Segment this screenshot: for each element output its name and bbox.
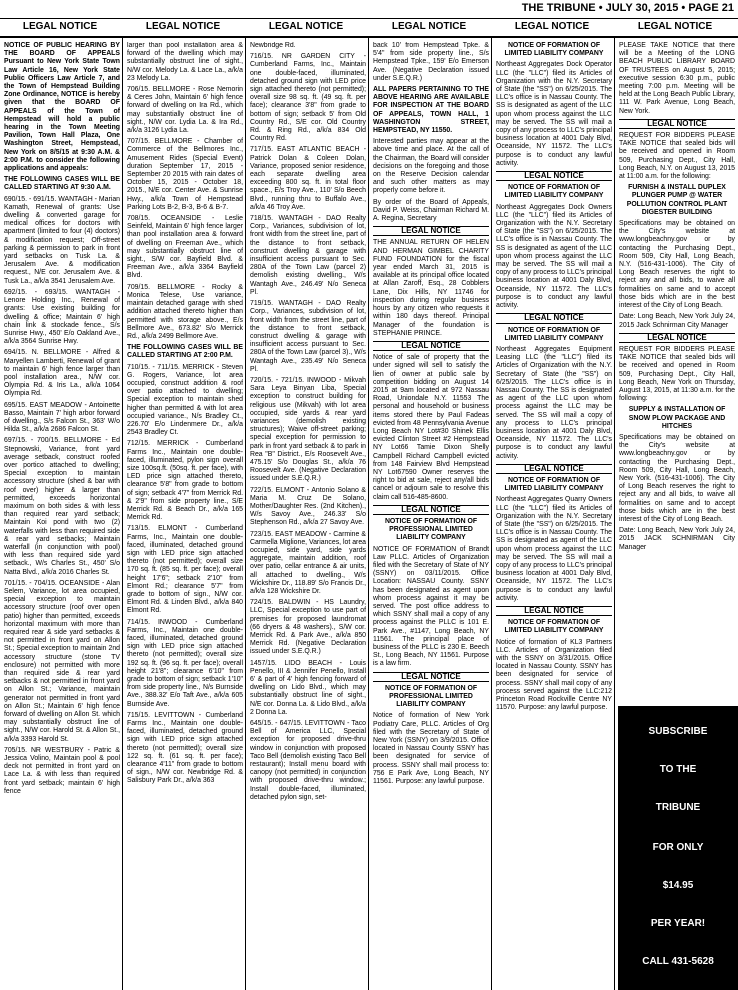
column-divider [614, 38, 615, 990]
section-label: LEGAL NOTICE [391, 21, 467, 32]
notice-column-3 [250, 42, 366, 986]
notice-body: REQUEST FOR BIDDERS PLEASE TAKE NOTICE that sealed bids will be received and opened in Room 509, Purchasing Dept., City Hall, Long Beach, N.Y. on August 13, 2015 at 11:00 a.m. for the following: [619, 132, 735, 181]
column-divider [368, 38, 369, 990]
notice-body: NOTICE OF FORMATION of Brandt Law PLLC. Articles of Organization filed with the Secretary of State of NY (SSNY) on 03/11/2015. Office Location: NASSAU County. SSNY has been designated as agent upon whom process against it may be served. The post office address to which SSNY shall mail a copy of any process against the PLLC is 101 E. Park Ave., #1147, Long Beach, NY 11561. The principal place of business of the PLLC is 230 E. Beech St., Long Beach, NY 11561. Purpose is a law firm. [373, 545, 489, 668]
section-label: LEGAL NOTICE [145, 21, 221, 32]
section-header-row [0, 20, 738, 38]
notice-body: Northeast Aggregates Dock Owners LLC (the "LLC") filed its Articles of Organization with the N.Y. Secretary of State (the "SS") on 6/25/2015. The LLC's office is in Nassau County. The SS is designated as agent of the LLC upon whom process against the LLC may be served. The SS will mail a copy of any process to LLC's principal business location at 4001 Daly Blvd, Oceanside, NY 11572. The LLC's purpose is to conduct any lawful activity. [496, 203, 612, 310]
notice-heading: NOTICE OF FORMATION OF LIMITED LIABILITY COMPANY [504, 184, 604, 200]
notice-body: Specifications may be obtained on the City's website at www.longbeachny.gov or by contacting the Purchasing Dept., Room 509, City Hall, Long Beach, N.Y. (516-431-1006). The City of Long Beach reserves the right to reject any and all bids, to waive all formalities on same and to accept those bids which are in the best interest of the City of Long Beach. [619, 220, 735, 310]
section-label: LEGAL NOTICE [22, 21, 98, 32]
case-entry: 708/15. OCEANSIDE - Leslie Seinfeld, Maintain 6' high fence larger than pool installation area & forward of dwelling on Freeman Ave., which may substantially obstruct line of sight., S/W cor. Bayfield Blvd. & Freeman Ave., a/k/a 3364 Bayfield Blvd. [127, 215, 243, 280]
promo-line: SUBSCRIBE [648, 726, 708, 737]
section-label: LEGAL NOTICE [637, 21, 713, 32]
bid-item-title: SUPPLY & INSTALLATION OF SNOW PLOW PACKAGE AND HITCHES [628, 406, 726, 430]
case-entry: 706/15. BELLMORE - Rose Nemorin & Ceres John, Maintain 6' high fence forward of dwelling on Ira Rd., which may substantially obstruct line of sight., N/W cor. Lydia La. & Ira Rd., a/k/a 3126 Lydia La. [127, 86, 243, 135]
promo-line: FOR ONLY [652, 842, 704, 853]
masthead [0, 0, 738, 19]
notice-body: THE ANNUAL RETURN OF HELEN AND HERMAN GIMBEL CHARITY FUND FOUNDATION for the fiscal year ended March 31, 2015 is available at its principal office located at Allan Zaroff, Esq., 28 Cobblers Lane, Dix Hills, NY 11746 for inspection during regular business hours by any citizen who requests it within 180 days thereof. Principal Manager of the foundation is STEPHANIE PRINCE. [373, 239, 489, 337]
notice-heading: NOTICE OF FORMATION OF PROFESSIONAL LIMITED LIABILITY COMPANY [384, 517, 478, 542]
case-entry: 701/15. - 704/15. OCEANSIDE - Alan Selem, Variance, lot area occupied, special exception to maintain accessory structure (roof over open patio) higher than permitted, exceeds horizontal maximum with more than required rear & side yard setbacks & not permitted in front yard on Allon St.; Special exception to maintain 2nd accessory structure (stone TV enclosure) not permitted with more than required side & rear yard setbacks & not permitted in front yard on Allon St.; Variance, maintain generator not permitted in front yard on Allon St.; Maintain 6' high fence forward of dwelling on Allon St. which may substantially obstruct line of sight., N/W cor. Harold St. & Allon St., a/k/a 3393 Harold St. [4, 579, 120, 743]
case-entry: larger than pool installation area & forward of the dwelling which may substantially obstruct line of sight., N/W cor. Melody La. & Lace La., a/k/a 23 Melody La. [127, 42, 243, 82]
notice-body: PLEASE TAKE NOTICE that there will be a Meeting of the LONG BEACH PUBLIC LIBRARY BOARD OF TRUSTEES on August 5, 2015; executive session 6:30 p.m., public meeting 7:00 p.m. Meeting will be held at the Long Beach Public Library, 111 W. Park Avenue, Long Beach, New York. [619, 42, 735, 115]
notice-heading: NOTICE OF FORMATION OF LIMITED LIABILITY COMPANY [504, 619, 604, 635]
notice-body: Northeast Aggregates Quarry Owners LLC (the "LLC") filed its Articles of Organization with the N.Y. Secretary of State (the "SS") on 6/25/2015. The LLC's office is in Nassau County. The SS is designated as agent of the LLC upon whom process against the LLC may be served. The SS will mail a copy of any process to LLC's principal business location at 4001 Daly Blvd, Oceanside, NY 11572. The LLC's purpose is to conduct any lawful activity. [496, 496, 612, 602]
notice-heading: NOTICE OF PUBLIC HEARING BY THE BOARD OF APPEALS Pursuant to New York State Town Law Article 16, New York State Public Officers Law Article 7, and the Town of Hempstead Building Zone Ordinance, NOTICE is hereby given that the BOARD OF APPEALS of the Town of Hempstead will hold a public hearing in the Town Meeting Pavilion, Town Hall Plaza, One Washington Street, Hempstead, New York on 8/5/15 at 9:30 A.M. & 2:00 P.M. to consider the following applications and appeals: [4, 42, 120, 173]
promo-line: TO THE [659, 764, 697, 775]
promo-line: PER YEAR! [650, 918, 706, 929]
notice-column-2 [127, 42, 243, 986]
promo-price: $14.95 [662, 880, 694, 891]
case-entry: Newbridge Rd. [250, 42, 296, 49]
case-entry: 715/15. LEVITTOWN - Cumberland Farms Inc., Maintain one double-faced, illuminated, detached ground sign with LED price sign attached thereto (not permitted); overall size 122 sq. ft. (61 sq. ft. per face); clearance 4'11" from grade to bottom of sign., N/W cor. Newbridge Rd. & Salisbury Park Dr., a/k/a 363 [127, 711, 243, 785]
case-entry: 695/15. EAST MEADOW - Antoinette Basso, Maintain 7' high arbor forward of dwelling., S/s Falcon St., 363' W/o Hilda St., a/k/a 2686 Falcon St. [4, 401, 120, 434]
case-entry: 716/15. NR GARDEN CITY - Cumberland Farms, Inc., Maintain one double-faced, illuminated, detached ground sign with LED price sign attached thereto (not permitted); overall size 98 sq. ft. (49 sq. ft. per face); clearance 3'8" from grade to bottom of sign; setback 5' from Old Country Rd., S/E cor. Old Country Rd. & Ring Rd., a/k/a 834 Old Country Rd. [250, 53, 366, 143]
case-entry: 720/15. - 721/15. INWOOD - Mikvah Sara Leya Binyan Liba, Special exception to construct building for religious use (Mikvah) with lot area occupied, side yards & rear yard variances (demolish existing structures); Waive off-street parking; special exception for permission to park in front yard setback & to park in Rea "B" District., E/s Roosevelt Ave., 475.15' S/o Douglas St., a/k/a 76 Roosevelt Ave. (Negative Declaration issued under S.E.Q.R.) [250, 376, 366, 483]
legal-notice-label: LEGAL NOTICE [496, 606, 612, 616]
case-entry: 710/15. - 711/15. MERRICK - Steven G. Rogers, Variance, lot area occupied, construct addition & roof over patio attached to dwelling; Special exception to maintain shed higher than permitted & with lot area occupied variance., N/s Bradley Ct., 226.70' E/o Lindenmere Dr., a/k/a 2543 Bradley Ct. [127, 363, 243, 437]
legal-notice-label: LEGAL NOTICE [619, 119, 735, 129]
section-label: LEGAL NOTICE [268, 21, 344, 32]
case-entry: 724/15. BALDWIN - HS Laundry, LLC, Special exception to use part of premises for proposed laundromat (66 dryers & 48 washers)., S/W cor. Merrick Rd. & Park Ave., a/k/a 850 Merrick Rd. (Negative Declaration issued under S.E.Q.R.) [250, 599, 366, 656]
case-entry: 707/15. BELLMORE - Chamber of Commerce of the Bellmores Inc., Amusement Rides (Special Event) duration September 17, 2015 - September 20 2015 with rain dates of October 15, 2015 - October 18, 2015., N/E cor. Center Ave. & Sunrise Hwy., a/k/a Town of Hempstead Parking Lots B-2, B-3, B-6 & B-7. [127, 138, 243, 211]
notice-column-6 [619, 42, 735, 702]
case-entry: 722/15. ELMONT - Antonio Solano & Maria M. Cruz De Solano, Mother/Daughter Res. (2nd Kitchen)., W/s Savoy Ave., 246.33' S/o Stephenson Rd., a/k/a 27 Savoy Ave. [250, 486, 366, 527]
case-entry: 705/15. NR WESTBURY - Patric & Jessica Volino, Maintain pool & pool deck not permitted in front yard on Lace La. & with less than required front yard setback; maintain 6' high fence [4, 746, 120, 795]
case-entry: 645/15. - 647/15. LEVITTOWN - Taco Bell of America LLC, Special exception for proposed drive-thru window in conjunction with proposed Taco Bell (demolish existing Taco Bell restaurant); Install menu board with canopy (not permitted) in conjunction with proposed drive-thru window.; Install double-faced, illuminated, detached pylon sign, set- [250, 720, 366, 801]
legal-notice-label: LEGAL NOTICE [496, 313, 612, 323]
notice-subheading: THE FOLLOWING CASES WILL BE CALLED STARTING AT 9:30 A.M. [4, 176, 120, 192]
notice-body: Northeast Aggregates Dock Operator LLC (the "LLC") filed its Articles of Organization with the N.Y. Secretary of State (the "SS") on 6/25/2015. The LLC's office is in Nassau County. The SS is designated as agent of the LLC upon whom process against the LLC may be served. The SS will mail a copy of any process to LLC's principal business location at 4001 Daly Blvd, Oceanside, NY 11572. The LLC's purpose is to conduct any lawful activity. [496, 61, 612, 167]
case-entry: 692/15. - 693/15. WANTAGH - Lenore Holding Inc., Renewal of grants: Use existing building for dwelling & office; Maintain 6' high chain link & stockade fence., S/s Sunrise Hwy., 450' E/o Oakland Ave., a/k/a 3564 Sunrise Hwy. [4, 288, 120, 346]
notice-column-4 [373, 42, 489, 986]
notice-signature: Date: Long Beach, New York July 24, 2015 JACK SCHNIRMAN City Manager [619, 527, 735, 551]
legal-notice-label: LEGAL NOTICE [373, 226, 489, 236]
case-entry: 719/15. WANTAGH - DAO Realty Corp., Variances, subdivision of lot, front width from the street line, part of the distance to front setback, construct dwelling & garage with insufficient access pursuant to Sec. 280A of the Town Law (parcel 3)., W/s Wantagh Ave., 235.49' N/o Seneca Pl. [250, 300, 366, 373]
legal-notice-label: LEGAL NOTICE [619, 333, 735, 343]
section-label: LEGAL NOTICE [514, 21, 590, 32]
notice-body: Interested parties may appear at the above time and place. At the call of the Chairman, the Board will consider decisions on the foregoing and those on the Reserve Decision calendar and such other matters as may properly come before it. [373, 138, 489, 195]
legal-notice-label: LEGAL NOTICE [373, 505, 489, 515]
page-header-title: THE TRIBUNE • JULY 30, 2015 • PAGE 21 [521, 2, 734, 14]
notice-column-5 [496, 42, 612, 986]
legal-notice-label: LEGAL NOTICE [373, 341, 489, 351]
notice-column-1 [4, 42, 120, 986]
case-entry: 709/15. BELLMORE - Rocky & Monica Telese, Use variance, maintain detached garage with shed addition attached thereto higher than permitted with storage above., E/s Bellmore Ave., 673.82' S/o Merrick Rd., a/k/a 2499 Bellmore Ave. [127, 283, 243, 340]
notice-subheading: THE FOLLOWING CASES WILL BE CALLED STARTING AT 2:00 P.M. [127, 344, 243, 360]
notice-body: REQUEST FOR BIDDERS PLEASE TAKE NOTICE that sealed bids will be received and opened in Room 509, Purchasing Dept., City Hall, Long Beach, New York on Thursday, August 13, 2015, at 11:30 a.m. for the following: [619, 345, 735, 403]
case-entry: 717/15. EAST ATLANTIC BEACH - Patrick Dolan & Coleen Dolan, Variance, proposed senior residence, each separate dwelling area exceeding 800 sq. ft. in total floor space., E/s Troy Ave., 110' S/o Beech Blvd., running thru to Buffalo Ave., a/k/a 46 Troy Ave. [250, 146, 366, 211]
promo-line: TRIBUNE [655, 802, 701, 813]
case-entry: 713/15. ELMONT - Cumberland Farms, Inc., Maintain one double-faced, illuminated, detached ground sign with LED price sign attached thereto (not permitted); overall size 170 sq. ft. (85 sq. ft. per face); overall height 17'6"; setback 2'10" from Elmont Rd.; clearance 5'7" from grade to bottom of sign., N/W cor. Elmont Rd. & Linden Blvd., a/k/a 840 Elmont Rd. [127, 525, 243, 615]
notice-heading: NOTICE OF FORMATION OF LIMITED LIABILITY COMPANY [504, 476, 604, 493]
legal-notice-label: LEGAL NOTICE [373, 672, 489, 682]
notice-body: Notice of formation of New York Podiatry Care, PLLC. Articles of Org filed with the Secretary of State of New York (SSNY) on 3/9/2015. Office located in Nassau County SSNY has been designated for service of process. SSNY shall mail process to: 756 E Park Ave, Long Beach, NY 11561. Purpose: any lawful purpose. [373, 712, 489, 786]
case-entry: 690/15. - 691/15. WANTAGH - Marian Kamath, Renewal of grants: Use dwelling & converted garage for medical offices for doctors with apartment (limited to four (4) doctors) & modification request; Off-street parking & permission to park in front yard setbacks on Tusk La. & Jerusalem Ave. & modification request., N/E cor. Jerusalem Ave. & Tusk La., a/k/a 3541 Jerusalem Ave. [4, 195, 120, 285]
case-entry: back 10' from Hempstead Tpke. & 5'4" from side property line., S/s Hempstead Tpke., 159' E/o Emerson Ave. (Negative Declaration issued under S.E.Q.R.) [373, 42, 489, 82]
case-entry: 694/15. N. BELLMORE - Alfred & Maryellen Lamberti, Renewal of grant to maintain 6' high fence larger than pool installation area., N/W cor. Olympia Rd. & Iris La., a/k/a 1064 Olympia Rd. [4, 349, 120, 398]
notice-body: Northeast Aggregates Equipment Leasing LLC (the "LLC") filed its Articles of Organization with the N.Y. Secretary of State (the "SS") on 6/25/2015. The LLC's office is in Nassau County. The SS is designated as agent of the LLC upon whom process against the LLC may be served. The SS will mail a copy of any process to LLC's principal business location at 4001 Daly Blvd, Oceanside, NY 11572. The LLC's purpose is to conduct any lawful activity. [496, 345, 612, 460]
promo-phone: CALL 431-5628 [642, 956, 714, 967]
notice-heading: NOTICE OF FORMATION OF PROFESSIONAL LIMITED LIABILITY COMPANY [384, 684, 478, 709]
column-divider [122, 38, 123, 990]
notice-body: Specifications may be obtained on the City's website at www.longbeachny.gov or by contacting the Purchasing Dept., Room 509, City Hall, Long Beach, New York. (516-431-1006). The City of Long Beach reserves the right to reject any and all bids, to waive all formalities on same and to accept those bids which are in the best interest of the City of Long Beach. [619, 433, 735, 523]
notice-heading: NOTICE OF FORMATION OF LIMITED LIABILITY COMPANY [504, 42, 604, 58]
column-divider [245, 38, 246, 990]
case-entry: 714/15. INWOOD - Cumberland Farms, Inc., Maintain one double-faced, illuminated, detached ground sign with LED price sign attached thereto (not permitted); overall size 192 sq. ft. (96 sq. ft. per face); overall height 21'8"; clearance 6'10" from grade to bottom of sign; setback 1'10" from side property line., N/s Burnside Ave., 388.32' E/o Taft Ave., a/k/a 605 Burnside Ave. [127, 618, 243, 708]
notice-subheading: ALL PAPERS PERTAINING TO THE ABOVE HEARING ARE AVAILABLE FOR INSPECTION AT THE BOARD OF APPEALS, TOWN HALL, 1 WASHINGTON STREET, HEMPSTEAD, NY 11550. [373, 86, 489, 135]
notice-body: Notice of sale of property that the under signed will sell to satisfy the lien of owner at public sale by competition bidding on August 14 2015 at 9am located at 972 Nassau Road, Uniondale N.Y. 11553 The personal and household or business items stored there by Paul Fadeas evicted from 48 Pennsylvania Avenue Long Beach NY Lot#30 Shinek Ellis evicted Clinton Street #2 Hempstead NY Lot66 Tamie Dixon Shelly Campbell Richard Campbell evicted from 148 Fairview Blvd Hempstead NY Lot67590 Owner reserves the right to bid at sale, reject any/all bids cancel or adjourn sale to resolve this claim call 516-485-8600. [373, 354, 489, 501]
case-entry: 697/15. - 700/15. BELLMORE - Ed Stepnowski, Variance, front yard average setback, construct roofed over portico attached to dwelling; Special exception to maintain accessory structure (shed & bar with roof over) higher & larger than permitted, exceeds horizontal maximum on both sides & with less than required rear yard setback; Maintain Koi pond with two (2) waterfalls with less than required side & rear yard setbacks; Maintain waterfall (in conjunction with pool) with less than required side yard setback., W/s Charles St., 450' S/o Natta Blvd., a/k/a 2016 Charles St. [4, 437, 120, 576]
case-entry: 1457/15. LIDO BEACH - Louis Penello, III & Jennifer Penello, Install 6' & part of 4' high fencing forward of dwelling on Lido Blvd., which may substantially obstruct line of sight., N/E cor. Donna La. & Lido Blvd., a/k/a 2 Donna La. [250, 659, 366, 716]
column-divider [491, 38, 492, 990]
notice-signature: Date: Long Beach, New York July 24, 2015 Jack Schnirman City Manager [619, 313, 735, 329]
case-entry: 723/15. EAST MEADOW - Carmine & Carmella Miglione, Variances, lot area occupied, side yard, side yards aggregate, maintain addition, roof over patio, cellar entrance & air units, all attached to dwelling., W/s Wickshire Dr., 118.89' S/o Francis Dr., a/k/a 128 Wickshire Dr. [250, 530, 366, 595]
legal-notice-label: LEGAL NOTICE [496, 464, 612, 474]
notice-body: Notice of formation of KL3 Partners LLC. Articles of Organization filed with the SSNY on 3/31/2015. Office located in Nassau County. SSNY has been designated for service of process. SSNY shall mail copy of any process served against the LLC:212 Princeton Road Rockville Centre NY 11570. Purpose: any lawful purpose. [496, 638, 612, 712]
legal-notice-label: LEGAL NOTICE [496, 171, 612, 181]
notice-signature: By order of the Board of Appeals, David P. Weiss, Chairman Richard M. A. Regina, Secretary [373, 198, 489, 223]
notice-heading: NOTICE OF FORMATION OF LIMITED LIABILITY COMPANY [504, 326, 604, 342]
subscribe-promo [618, 706, 738, 990]
bid-item-title: FURNISH & INSTALL DUPLEX PLUNGER PUMP @ WATER POLLUTION CONTROL PLANT DIGESTER BUILDING [626, 184, 728, 216]
case-entry: 718/15. WANTAGH - DAO Realty Corp., Variances, subdivision of lot, front width from the street line, part of the distance to front setback, construct dwelling & garage with insufficient access pursuant to Sec. 280A of the Town Law (parcel 2) demolish existing dwelling., W/s Wantagh Ave., 246.49' N/o Seneca Pl. [250, 215, 366, 296]
case-entry: 712/15. MERRICK - Cumberland Farms Inc., Maintain one double-faced, illuminated, pylon sign overall size 100sq.ft. (50sq. ft. per face), with LED price sign attached thereto, clearance 5'8" from grade to bottom of sign; setback 4'7" from Merrick Rd. & 2'9" from side property line., S/E Merrick Rd. & Beach Dr., a/k/a 165 Merrick Rd. [127, 440, 243, 522]
